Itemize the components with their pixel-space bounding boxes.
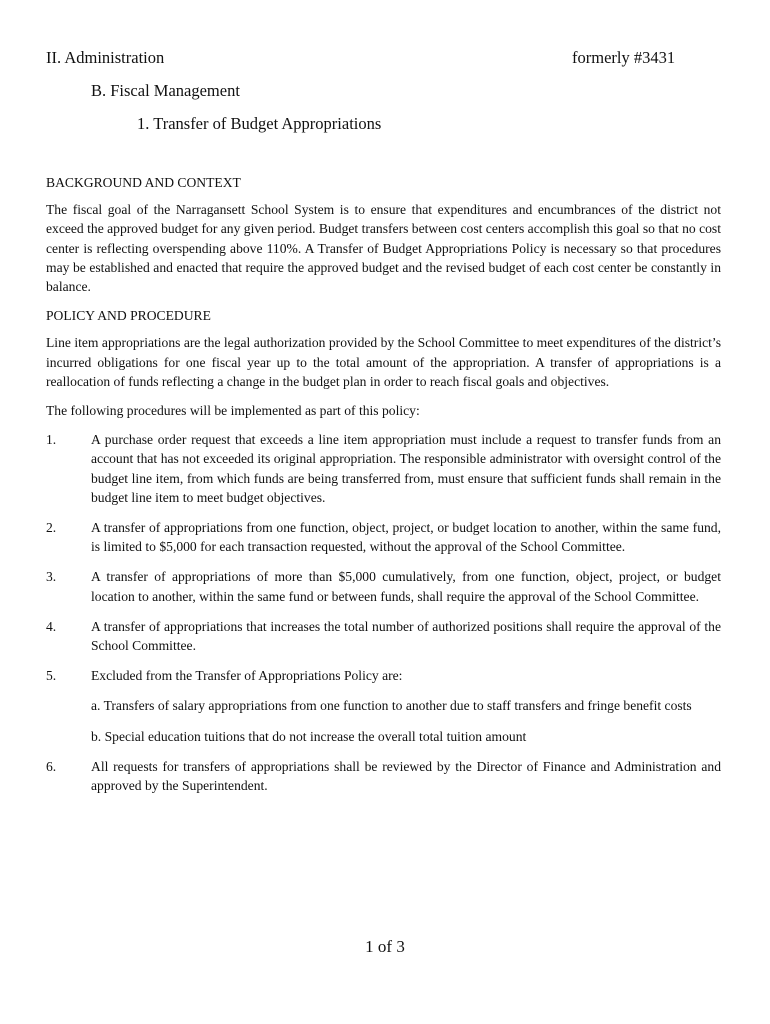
page-number: 1 of 3 — [365, 937, 405, 956]
procedure-item-2 — [46, 518, 721, 556]
procedure-number: 2. — [46, 520, 57, 536]
procedure-item-5 — [46, 666, 721, 685]
procedure-item-3 — [46, 567, 721, 605]
procedure-text: A transfer of appropriations from one function, object, project, or budget location to another, within the same fund, is limited to $5,000 for each transaction requested, without the approval of the School Committee. — [91, 520, 721, 555]
background-heading: BACKGROUND AND CONTEXT — [46, 175, 241, 190]
procedure-text: A transfer of appropriations that increases the total number of authorized positions shall require the approval of the School Committee. — [91, 618, 721, 654]
procedure-number: 5. — [46, 668, 57, 684]
formerly-policy-number: formerly #3431 — [572, 48, 676, 67]
section-title: II. Administration — [46, 48, 165, 67]
procedure-text: Excluded from the Transfer of Appropriations Policy are: — [91, 668, 403, 684]
exclusion-item-b: b. Special education tuitions that do not increase the overall total tuition amount — [91, 728, 527, 744]
background-paragraph: The fiscal goal of the Narragansett School System is to ensure that expenditures and encumbrances of the district not exceed the approved budget for any given period. Budget transfers between cost centers accomplish this goal so that no cost center is reflecting overspending above 110%. A Transfer of Budget Appropriations Policy is necessary so that procedures may be established and enacted that require the approved budget and the revised budget of each cost center be constantly in balance. — [46, 202, 721, 295]
procedure-number: 3. — [46, 569, 57, 585]
procedure-text: All requests for transfers of appropriations shall be reviewed by the Director of Finance and Administration and approved by the Superintendent. — [91, 758, 721, 794]
procedure-text: A purchase order request that exceeds a line item appropriation must include a request to transfer funds from an account that has not exceeded its original appropriation. The responsible administrator with oversight control of the budget line item, from which funds are being transferred from, must ensure that sufficient funds shall remain in the budget line item to meet budget objectives. — [91, 432, 721, 505]
document-body — [46, 173, 721, 806]
procedure-item-6 — [46, 757, 721, 795]
procedure-item-1 — [46, 430, 721, 507]
procedure-number: 1. — [46, 432, 57, 448]
policy-paragraph: Line item appropriations are the legal authorization provided by the School Committee to meet expenditures of the district’s incurred obligations for one fiscal year up to the total amount of the appropriation. A transfer of appropriations is a reallocation of funds reflecting a change in the budget plan in order to reach fiscal goals and objectives. — [46, 335, 721, 389]
procedures-intro: The following procedures will be implemented as part of this policy: — [46, 403, 420, 419]
procedure-item-4 — [46, 617, 721, 655]
procedure-text: A transfer of appropriations of more than $5,000 cumulatively, from one function, object, project, or budget location to another, within the same fund or between funds, shall require the approval of the School Committee. — [91, 569, 721, 604]
procedure-number: 6. — [46, 758, 57, 774]
exclusion-item-a: a. Transfers of salary appropriations from one function to another due to staff transfers and fringe benefit costs — [91, 698, 692, 714]
policy-title: 1. Transfer of Budget Appropriations — [137, 114, 382, 133]
procedure-number: 4. — [46, 618, 57, 634]
subsection-title: B. Fiscal Management — [91, 81, 240, 100]
policy-heading: POLICY AND PROCEDURE — [46, 308, 211, 324]
